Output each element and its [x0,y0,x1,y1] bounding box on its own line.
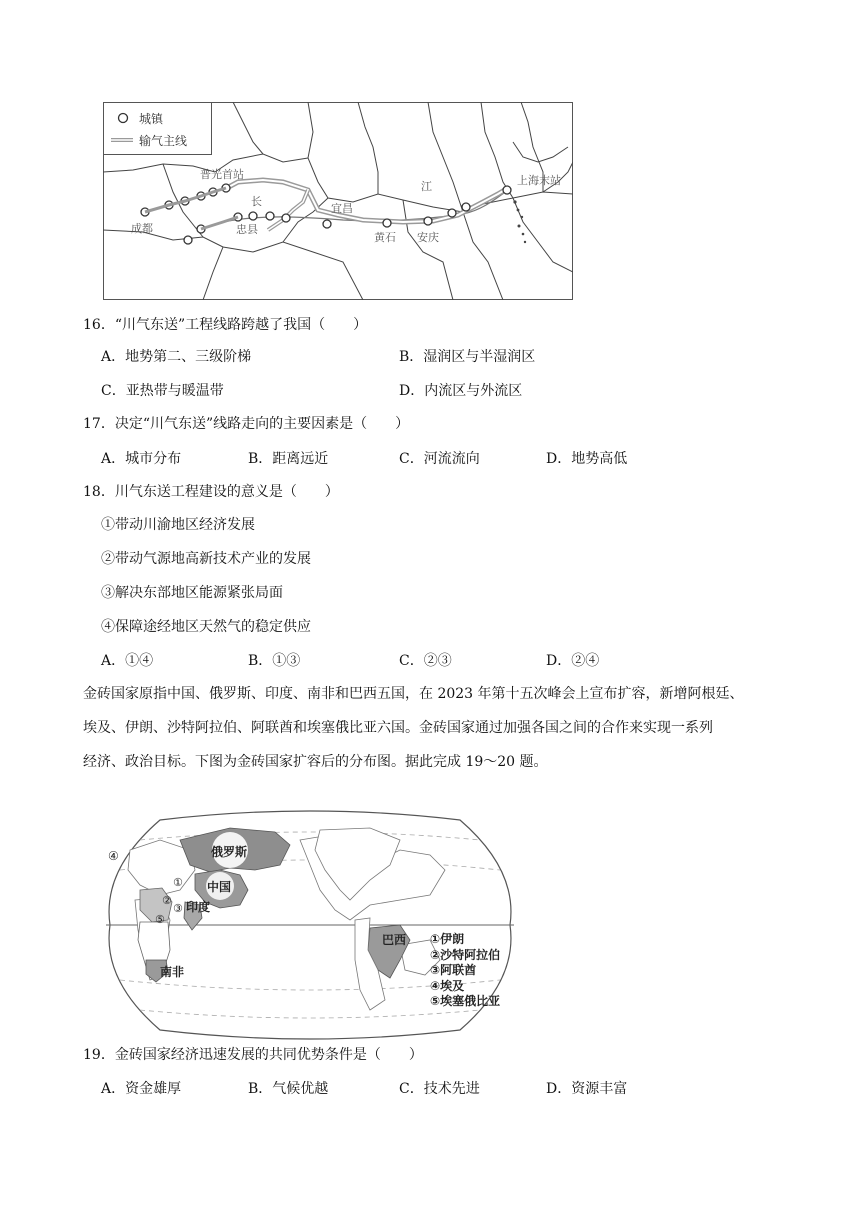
label-yichang: 宜昌 [331,202,353,215]
legend-item-2: ②沙特阿拉伯 [430,947,501,962]
passage-line-3: 经济、政治目标。下图为金砖国家扩容后的分布图。据此完成 19～20 题。 [83,754,548,770]
q17-option-a[interactable]: A．城市分布 [101,451,182,467]
passage-line-1: 金砖国家原指中国、俄罗斯、印度、南非和巴西五国，在 2023 年第十五次峰会上宣布扩容，新增阿根廷、 [83,686,744,702]
q16-option-b[interactable]: B．湿润区与半湿润区 [399,349,536,365]
pipeline-map [103,102,573,300]
q16-option-d[interactable]: D．内流区与外流区 [399,383,523,399]
q16-option-a[interactable]: A．地势第二、三级阶梯 [101,349,252,365]
brics-legend [430,932,500,1010]
legend-town-label: 城镇 [139,112,164,126]
question-17-stem: 17．决定“川气东送”线路走向的主要因素是（ ） [83,416,410,432]
q18-option-c[interactable]: C．②③ [399,653,452,669]
label-south-africa: 南非 [160,965,185,979]
marker-4: ④ [108,849,119,863]
passage-line-2: 埃及、伊朗、沙特阿拉伯、阿联酋和埃塞俄比亚六国。金砖国家通过加强各国之间的合作来实现一系列 [83,720,713,736]
label-jiang: 江 [421,180,432,193]
q18-option-a[interactable]: A．①④ [101,653,154,669]
q19-option-c[interactable]: C．技术先进 [399,1081,480,1097]
q18-option-d[interactable]: D．②④ [546,653,600,669]
legend-item-4: ④埃及 [430,978,465,993]
marker-5: ⑤ [155,913,165,926]
q18-statement-2: ②带动气源地高新技术产业的发展 [101,551,311,567]
q18-statement-4: ④保障途经地区天然气的稳定供应 [101,619,311,635]
q17-option-b[interactable]: B．距离远近 [248,451,329,467]
legend-item-3: ③阿联酋 [430,963,477,977]
marker-2: ② [162,894,172,907]
q18-statement-3: ③解决东部地区能源紧张局面 [101,585,283,601]
q18-option-b[interactable]: B．①③ [248,653,301,669]
label-chengdu: 成都 [131,222,153,235]
question-18-stem: 18．川气东送工程建设的意义是（ ） [83,484,339,500]
legend-item-1: ①伊朗 [430,932,465,946]
label-shanghai: 上海末站 [517,174,561,187]
q17-option-c[interactable]: C．河流流向 [399,451,480,467]
label-brazil: 巴西 [382,933,407,947]
legend-pipeline-label: 输气主线 [139,134,188,148]
question-19-stem: 19．金砖国家经济迅速发展的共同优势条件是（ ） [83,1047,423,1063]
label-zhongxian: 忠县 [236,223,258,236]
label-anqing: 安庆 [417,231,439,244]
label-puguang: 普光首站 [200,168,244,181]
label-china: 中国 [207,880,232,894]
q17-option-d[interactable]: D．地势高低 [546,451,628,467]
q19-option-a[interactable]: A．资金雄厚 [101,1081,182,1097]
marker-1: ① [173,876,183,889]
q19-option-b[interactable]: B．气候优越 [248,1081,329,1097]
q16-option-c[interactable]: C．亚热带与暖温带 [101,383,224,399]
label-india: 印度 [186,900,211,914]
q19-option-d[interactable]: D．资源丰富 [546,1081,628,1097]
label-huangshi: 黄石 [374,231,396,244]
marker-3: ③ [173,902,183,915]
legend-item-5: ⑤埃塞俄比亚 [430,994,501,1008]
town-legend-icon [119,114,128,123]
label-russia: 俄罗斯 [211,845,248,859]
q18-statement-1: ①带动川渝地区经济发展 [101,517,255,533]
question-16-stem: 16．“川气东送”工程线路跨越了我国（ ） [83,317,368,333]
label-chang: 长 [251,195,262,208]
